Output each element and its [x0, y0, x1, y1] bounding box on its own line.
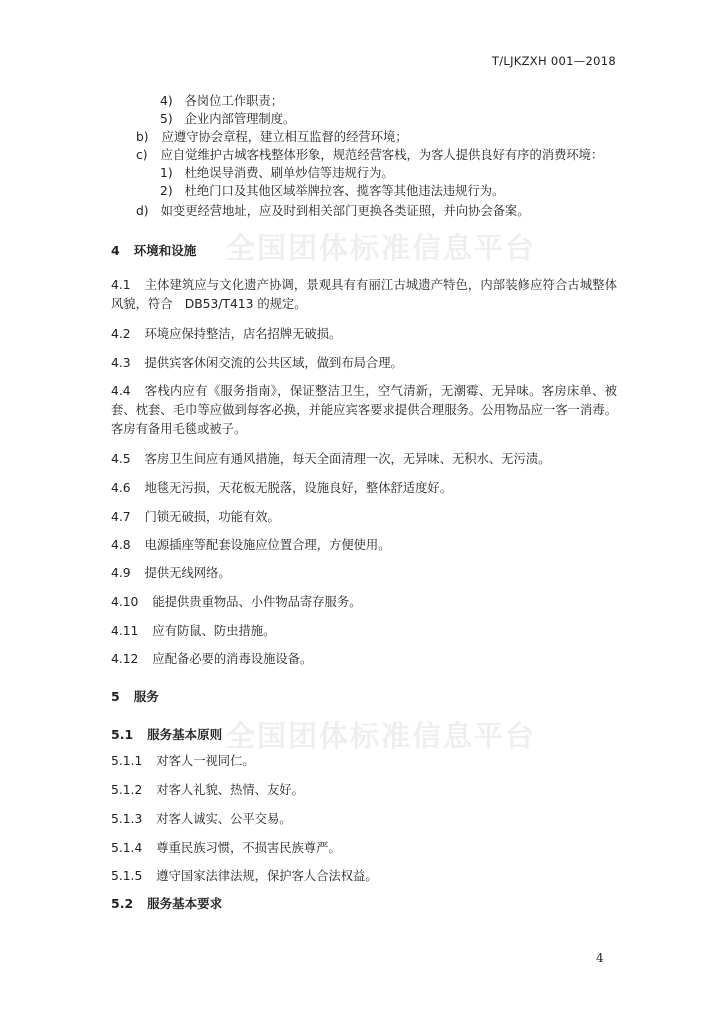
list-item: d) 如变更经营地址，应及时到相关部门更换各类证照，并向协会备案。 [136, 204, 530, 218]
subsection-heading: 5.2 服务基本要求 [111, 896, 223, 911]
clause-4-6: 4.6 地毯无污损，天花板无脱落，设施良好，整体舒适度好。 [111, 481, 452, 495]
clause-4-2: 4.2 环境应保持整洁，店名招牌无破损。 [111, 327, 342, 341]
list-item: b) 应遵守协会章程，建立相互监督的经营环境； [136, 130, 408, 144]
clause-4-3: 4.3 提供宾客休闲交流的公共区域，做到布局合理。 [111, 356, 403, 370]
list-item: 5) 企业内部管理制度。 [160, 112, 296, 126]
clause-4-7: 4.7 门锁无破损，功能有效。 [111, 510, 280, 524]
list-item: 2) 杜绝门口及其他区域举牌拉客、揽客等其他违法违规行为。 [160, 184, 505, 198]
list-item: 1) 杜绝误导消费、刷单炒信等违规行为。 [160, 166, 394, 180]
page-number: 4 [596, 951, 604, 965]
clause-5-1-5: 5.1.5 遵守国家法律法规，保护客人合法权益。 [111, 869, 378, 883]
section-heading: 4 环境和设施 [111, 243, 197, 258]
clause-4-4: 4.4 客栈内应有《服务指南》，保证整洁卫生，空气清新，无潮霉、无异味。客房床单、被套、枕套、毛巾等应做到每客必换，并能应宾客要求提供合理服务。公用物品应一客一消毒。客房有备用毛毯或被子。 [111, 384, 617, 436]
section-heading: 5 服务 [111, 689, 159, 704]
subsection-heading: 5.1 服务基本原则 [111, 727, 223, 742]
clause-5-1-1: 5.1.1 对客人一视同仁。 [111, 754, 255, 768]
clause-5-1-3: 5.1.3 对客人诚实、公平交易。 [111, 812, 292, 826]
clause-4-10: 4.10 能提供贵重物品、小件物品寄存服务。 [111, 595, 362, 609]
list-item: c) 应自觉维护古城客栈整体形象，规范经营客栈，为客人提供良好有序的消费环境： [136, 148, 604, 162]
clause-5-1-2: 5.1.2 对客人礼貌、热情、友好。 [111, 783, 304, 797]
clause-4-5: 4.5 客房卫生间应有通风措施，每天全面清理一次，无异味、无积水、无污渍。 [111, 452, 551, 466]
clause-5-1-4: 5.1.4 尊重民族习惯，不损害民族尊严。 [111, 841, 341, 855]
clause-4-9: 4.9 提供无线网络。 [111, 566, 231, 580]
clause-4-12: 4.12 应配备必要的消毒设施设备。 [111, 652, 313, 666]
list-item: 4) 各岗位工作职责； [160, 94, 284, 108]
clause-4-11: 4.11 应有防鼠、防虫措施。 [111, 624, 276, 638]
document-code: T/LJKZXH 001—2018 [491, 54, 616, 68]
watermark-text: 全国团体标准信息平台 [226, 719, 537, 753]
clause-4-8: 4.8 电源插座等配套设施应位置合理，方便使用。 [111, 538, 391, 552]
watermark-text: 全国团体标准信息平台 [226, 231, 537, 265]
clause-4-1: 4.1 主体建筑应与文化遗产协调，景观具有有丽江古城遗产特色，内部装修应符合古城整体风貌，符合 DB53/T413 的规定。 [111, 278, 617, 311]
